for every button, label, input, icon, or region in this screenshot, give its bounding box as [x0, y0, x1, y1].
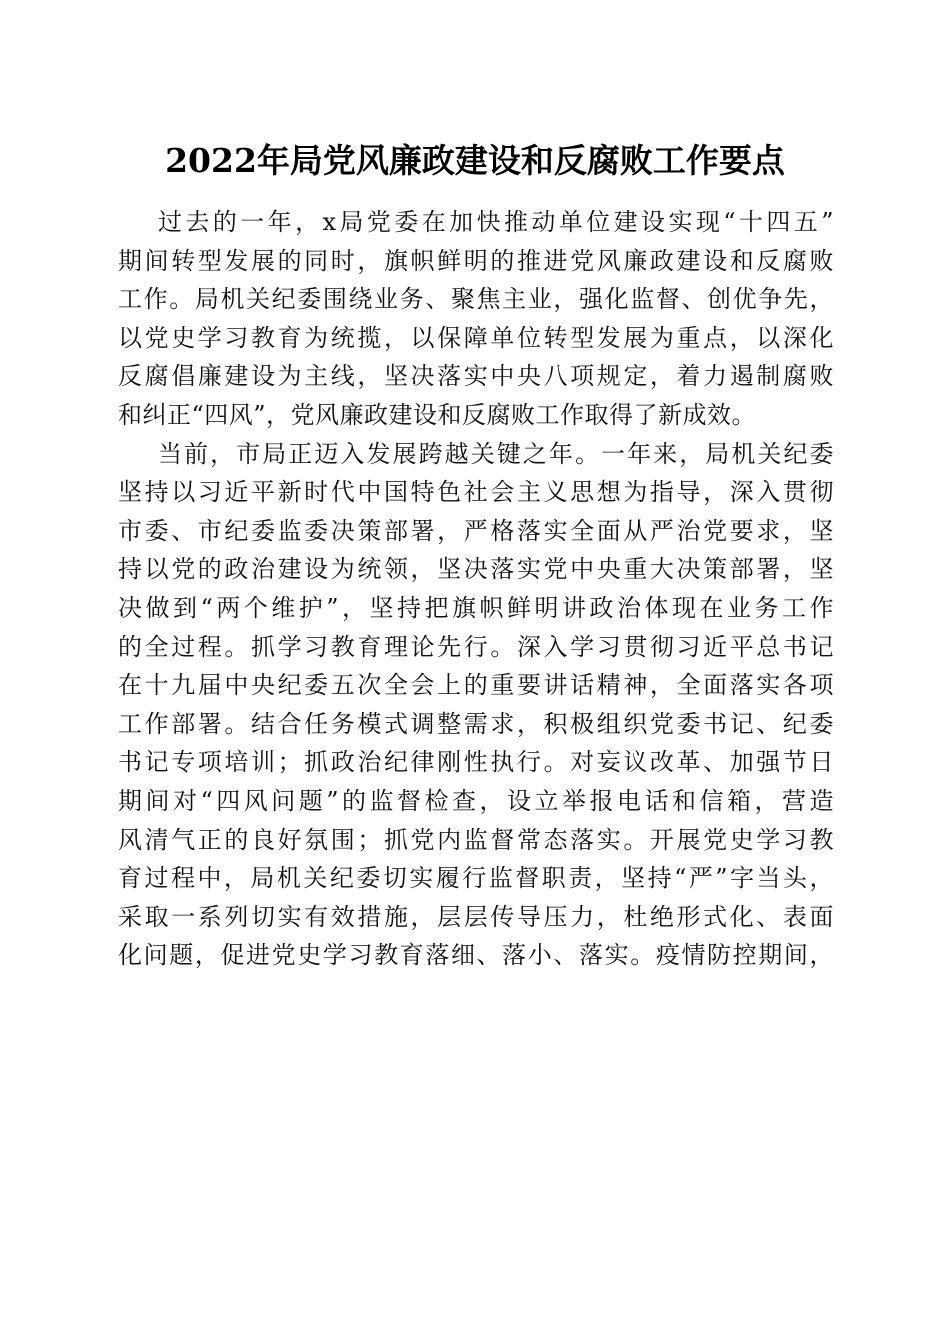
- text-line: 持以党的政治建设为统领，坚决落实党中央重大决策部署，坚: [118, 555, 834, 584]
- text-line: 反腐倡廉建设为主线，坚决落实中央八项规定，着力遏制腐败: [118, 362, 834, 391]
- text-line: 市委、市纪委监委决策部署，严格落实全面从严治党要求，坚: [118, 516, 834, 545]
- text-line: 书记专项培训；抓政治纪律刚性执行。对妄议改革、加强节日: [118, 748, 834, 777]
- text-line: 过去的一年，x局党委在加快推动单位建设实现“十四五”: [158, 208, 834, 236]
- text-line: 风清气正的良好氛围；抓党内监督常态落实。开展党史学习教: [118, 825, 834, 854]
- text-line: 期间对“四风问题”的监督检查，设立举报电话和信箱，营造: [118, 786, 834, 815]
- text-line: 和纠正“四风”，党风廉政建设和反腐败工作取得了新成效。: [118, 400, 757, 429]
- text-line: 工作部署。结合任务模式调整需求，积极组织党委书记、纪委: [118, 709, 834, 738]
- text-line: 以党史学习教育为统揽，以保障单位转型发展为重点，以深化: [118, 323, 834, 352]
- document-title: 2022年局党风廉政建设和反腐败工作要点: [165, 141, 785, 180]
- text-line: 当前，市局正迈入发展跨越关键之年。一年来，局机关纪委: [158, 439, 834, 468]
- text-line: 化问题，促进党史学习教育落细、落小、落实。疫情防控期间，: [118, 941, 834, 970]
- text-line: 决做到“两个维护”，坚持把旗帜鲜明讲政治体现在业务工作: [118, 593, 834, 622]
- paragraph-1: [118, 203, 834, 435]
- text-line: 坚持以习近平新时代中国特色社会主义思想为指导，深入贯彻: [118, 478, 834, 507]
- text-line: 期间转型发展的同时，旗帜鲜明的推进党风廉政建设和反腐败: [118, 246, 834, 275]
- text-line: 工作。局机关纪委围绕业务、聚焦主业，强化监督、创优争先，: [118, 285, 834, 314]
- document-body: [118, 203, 834, 975]
- text-line: 在十九届中央纪委五次全会上的重要讲话精神，全面落实各项: [118, 671, 834, 700]
- text-line: 采取一系列切实有效措施，层层传导压力，杜绝形式化、表面: [118, 902, 834, 931]
- paragraph-2: [118, 435, 834, 975]
- text-line: 育过程中，局机关纪委切实履行监督职责，坚持“严”字当头，: [118, 864, 834, 893]
- text-line: 的全过程。抓学习教育理论先行。深入学习贯彻习近平总书记: [118, 632, 834, 661]
